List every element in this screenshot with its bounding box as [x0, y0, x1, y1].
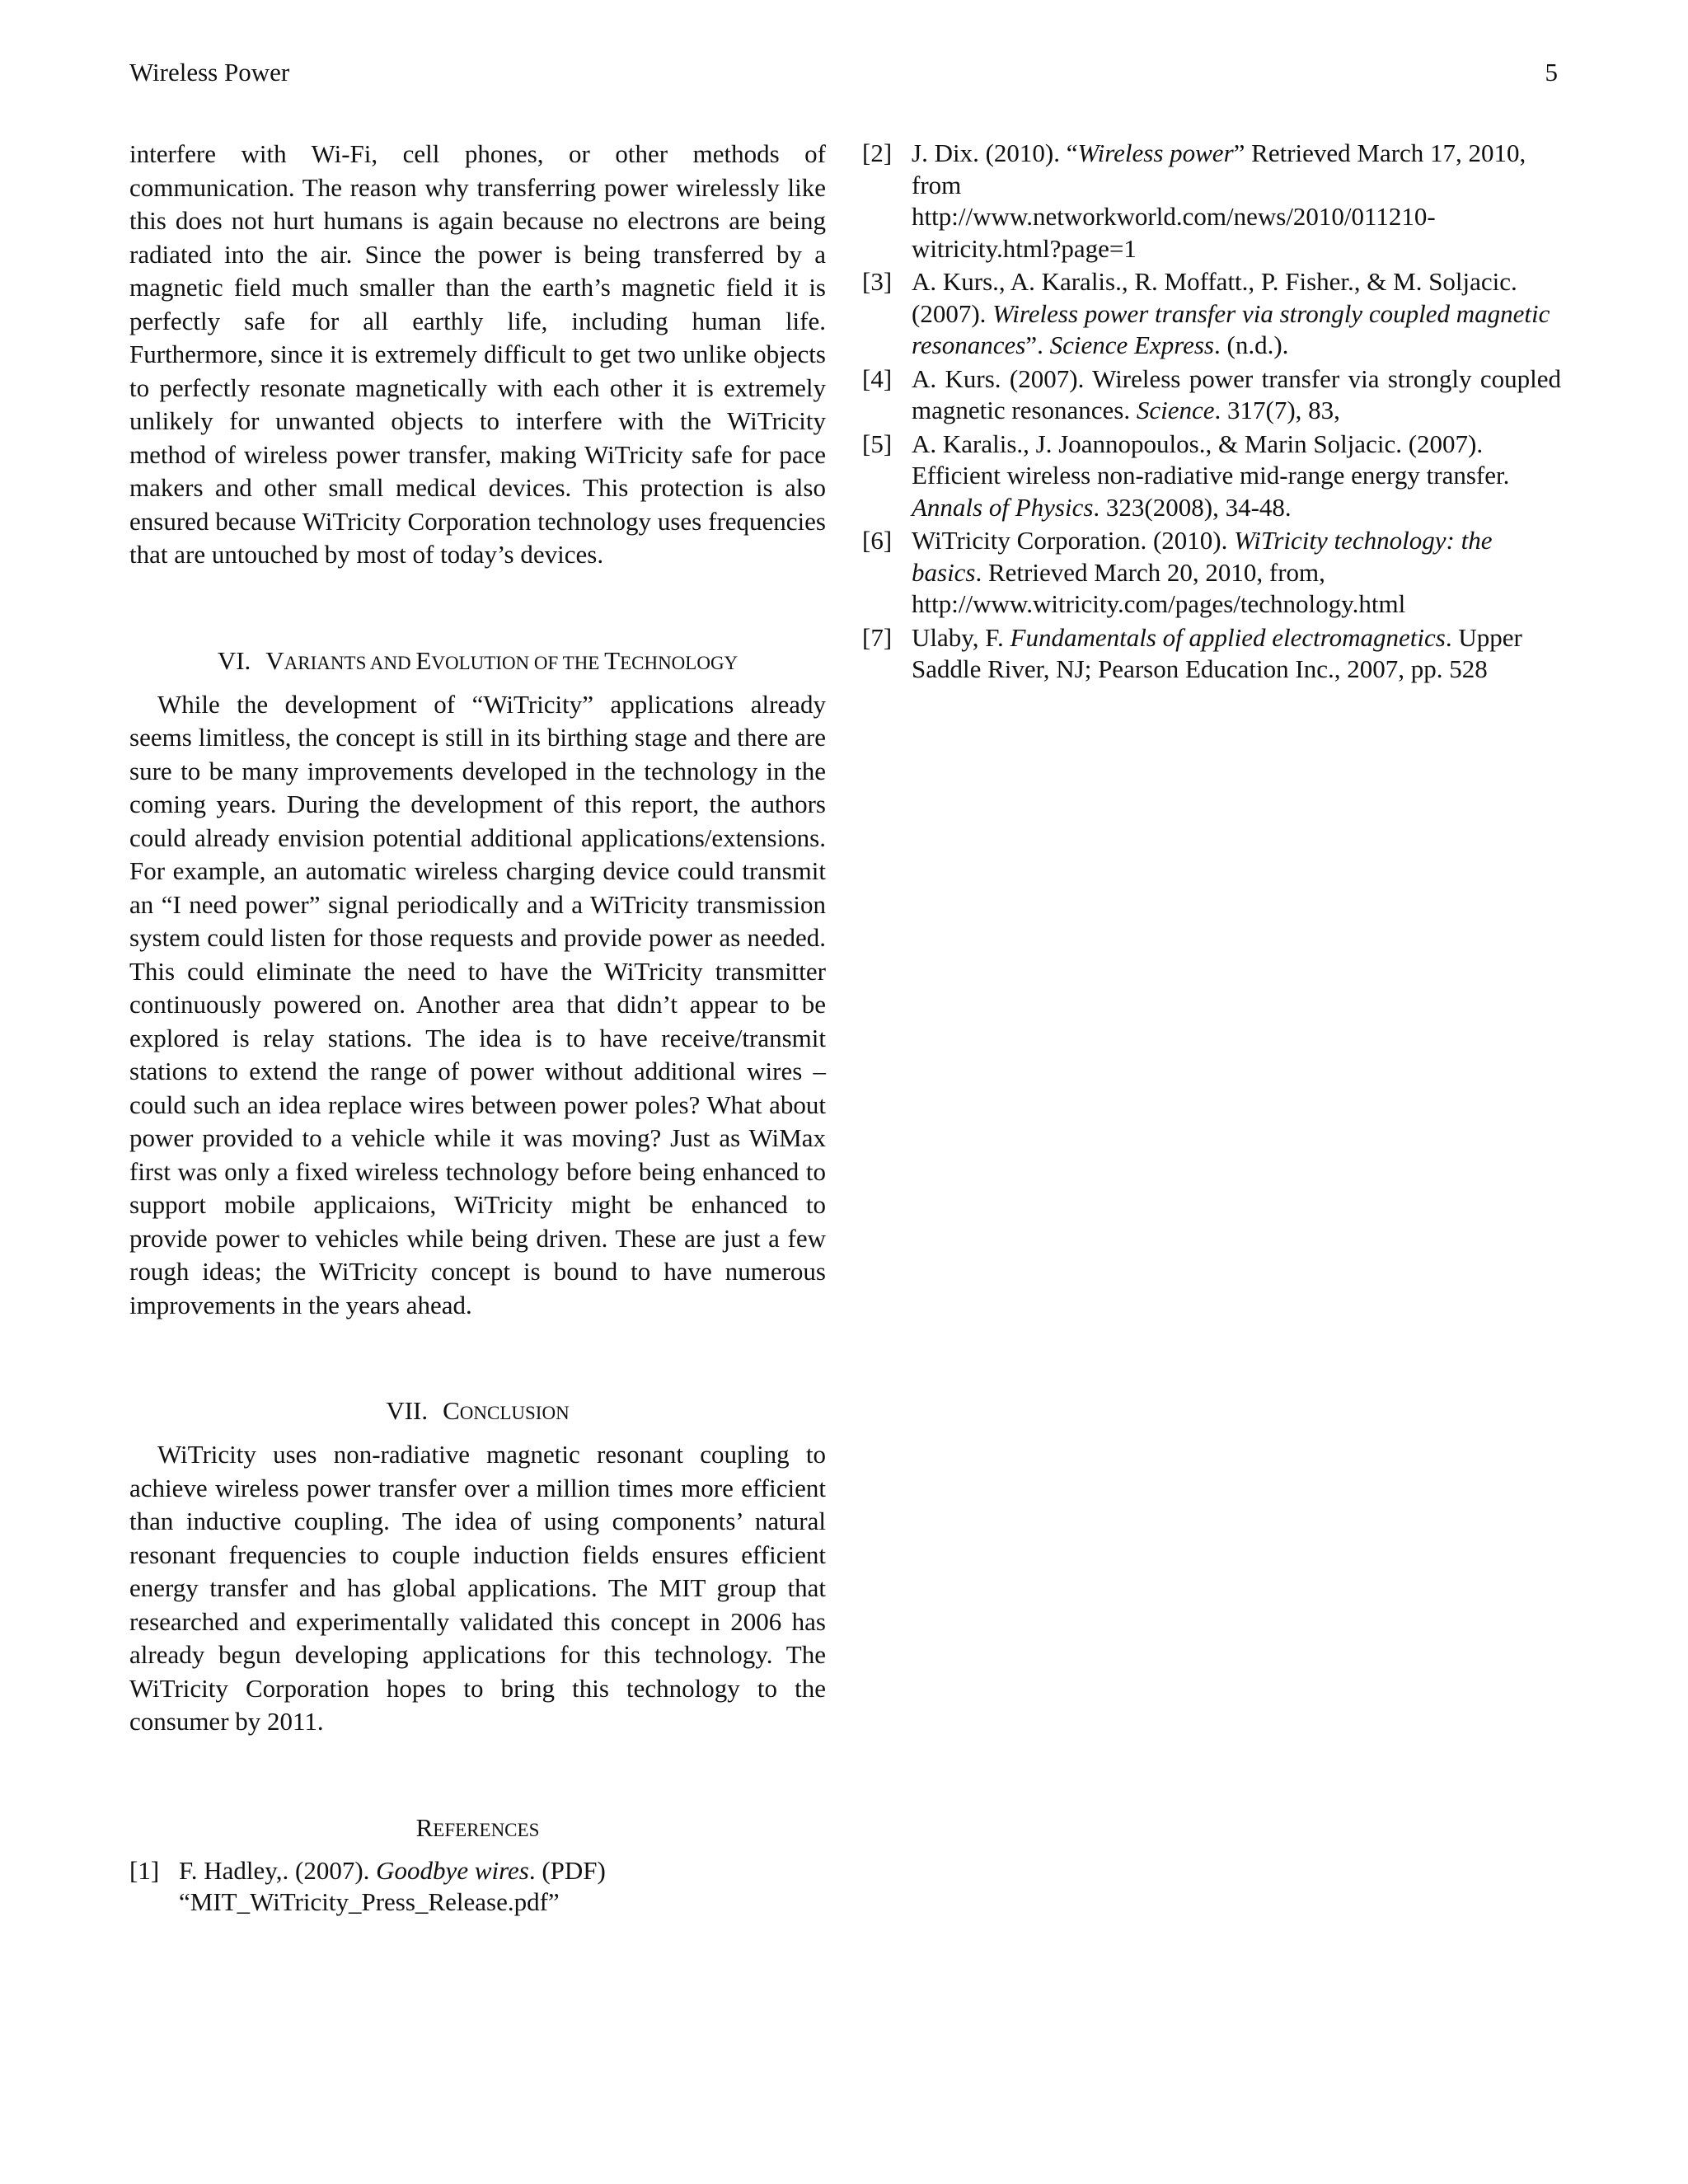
section-vii-heading: VII. CONCLUSION: [386, 1396, 570, 1425]
reference-item-2: [862, 138, 1561, 265]
page-header: [129, 56, 1558, 89]
reference-text: F. Hadley,. (2007). Goodbye wires. (PDF) “MIT_WiTricity_Press_Release.pdf”: [179, 1855, 606, 1916]
reference-url[interactable]: http://www.witricity.com/pages/technology.html: [912, 589, 1406, 618]
right-column: [862, 138, 1561, 687]
running-title: Wireless Power: [129, 58, 290, 87]
reference-text: J. Dix. (2010). “Wireless power” Retrieved March 17, 2010, from http://www.networkworld.com/news/2010/011210- witricity.html?page=1: [912, 138, 1561, 265]
page-number: 5: [1545, 58, 1558, 87]
continuation-paragraph: interfere with Wi-Fi, cell phones, or other methods of communication. The reason why transferring power wirelessly like this does not hurt humans is again because no electrons are being radiated into the air. Since the power is being transferred by a magnetic field much smaller than the earth’s magnetic field it is perfectly safe for all earthly life, including human life. Furthermore, since it is extremely difficult to get two unlike objects to perfectly resonate magnetically with each other it is extremely unlikely for unwanted objects to interfere with the WiTricity method of wireless power transfer, making WiTricity safe for pace makers and other small medical devices. This protection is also ensured because WiTricity Corporation technology uses frequencies that are untouched by most of today’s devices.: [129, 139, 826, 569]
reference-label: [7]: [862, 622, 893, 652]
references-heading: REFERENCES: [415, 1812, 540, 1842]
reference-text: A. Karalis., J. Joannopoulos., & Marin Soljacic. (2007). Efficient wireless non-radiative mid-range energy transfer. Annals of Physics. 323(2008), 34-48.: [912, 429, 1510, 522]
left-column: [129, 138, 826, 1920]
reference-item-7: [862, 622, 1561, 686]
section-vi-paragraph: While the development of “WiTricity” applications already seems limitless, the concept is still in its birthing stage and there are sure to be many improvements developed in the technology in the coming years. During the development of this report, the authors could already envision potential additional applications/extensions. For example, an automatic wireless charging device could transmit an “I need power” signal periodically and a WiTricity transmission system could listen for those requests and provide power as needed. This could eliminate the need to have the WiTricity transmitter continuously powered on. Another area that didn’t appear to be explored is relay stations. The idea is to have receive/transmit stations to extend the range of power without additional wires – could such an idea replace wires between power poles? What about power provided to a vehicle while it was moving? Just as WiMax first was only a fixed wireless technology before being enhanced to support mobile applicaions, WiTricity might be enhanced to provide power to vehicles while being driven. These are just a few rough ideas; the WiTricity concept is bound to have numerous improvements in the years ahead.: [129, 689, 826, 1319]
reference-url[interactable]: witricity.html?page=1: [912, 233, 1137, 263]
reference-item-6: [862, 525, 1561, 621]
reference-item-1: [129, 1855, 826, 1919]
reference-text: Ulaby, F. Fundamentals of applied electromagnetics. Upper Saddle River, NJ; Pearson Education Inc., 2007, pp. 528: [912, 622, 1522, 683]
section-vii-number: VII.: [386, 1396, 429, 1425]
reference-item-3: [862, 266, 1561, 362]
section-vi-heading: VI. VARIANTS AND EVOLUTION OF THE TECHNOLOGY: [217, 645, 738, 675]
reference-label: [1]: [129, 1855, 160, 1885]
section-vii-paragraph: WiTricity uses non-radiative magnetic resonant coupling to achieve wireless power transfer over a million times more efficient than inductive coupling. The idea of using components’ natural resonant frequencies to couple induction fields ensures efficient energy transfer and has global applications. The MIT group that researched and experimentally validated this concept in 2006 has already begun developing applications for this technology. The WiTricity Corporation hopes to bring this technology to the consumer by 2011.: [129, 1440, 826, 1736]
reference-text: A. Kurs., A. Karalis., R. Moffatt., P. Fisher., & M. Soljacic. (2007). Wireless power transfer via strongly coupled magnetic resonances”. Science Express. (n.d.).: [912, 267, 1550, 359]
reference-label: [3]: [862, 267, 893, 296]
reference-label: [4]: [862, 363, 893, 393]
reference-item-5: [862, 429, 1561, 524]
section-vi-number: VI.: [217, 645, 251, 675]
reference-url[interactable]: http://www.networkworld.com/news/2010/011210-: [912, 202, 1436, 231]
reference-text: A. Kurs. (2007). Wireless power transfer via strongly coupled magnetic resonances. Science. 317(7), 83,: [912, 363, 1561, 424]
reference-label: [5]: [862, 429, 893, 458]
reference-label: [6]: [862, 526, 893, 555]
reference-label: [2]: [862, 138, 893, 167]
reference-item-4: [862, 363, 1561, 427]
reference-text: WiTricity Corporation. (2010). WiTricity technology: the basics. Retrieved March 20, 2010, from, http://www.witricity.com/pages/technology.html: [912, 525, 1561, 621]
